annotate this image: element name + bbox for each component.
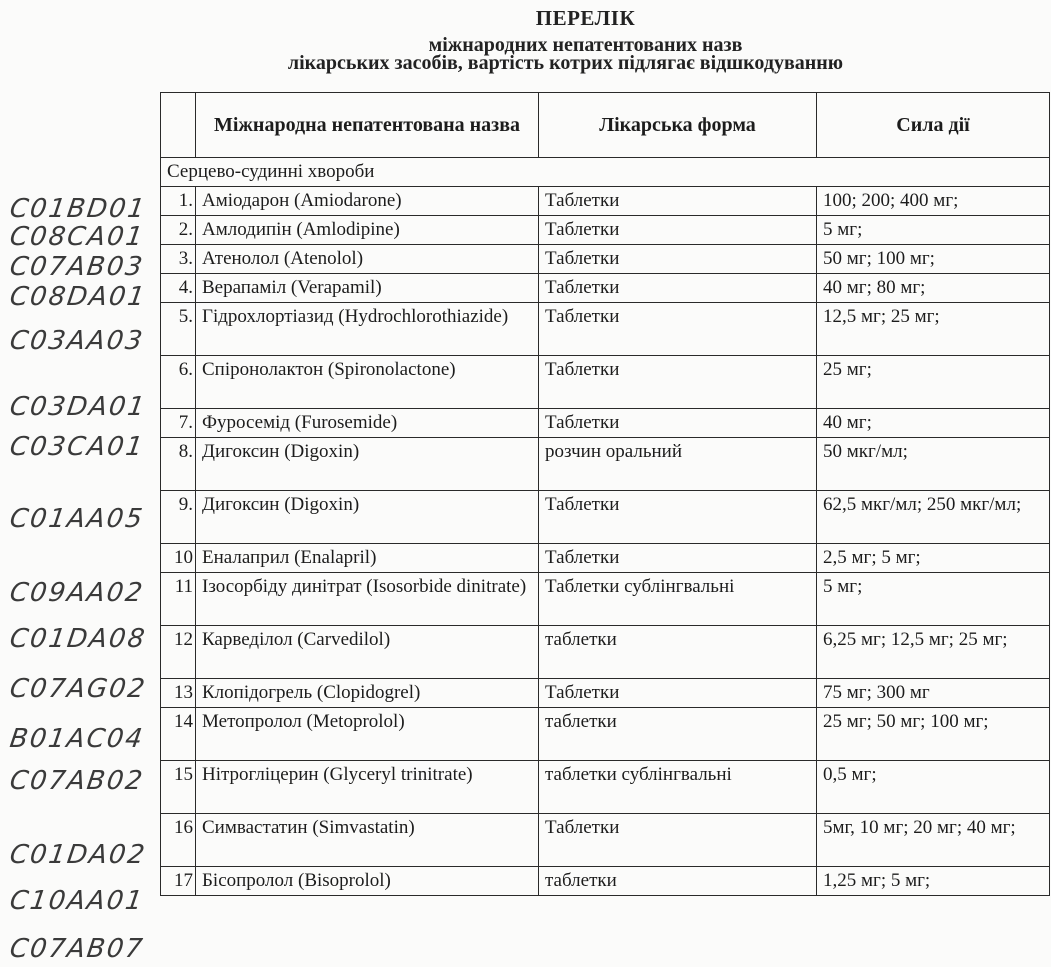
- drug-table: [160, 92, 1050, 896]
- row-dose: 2,5 мг; 5 мг;: [817, 544, 1050, 573]
- table-row: [161, 303, 1050, 356]
- table-row: [161, 187, 1050, 216]
- row-dose: 40 мг; 80 мг;: [817, 274, 1050, 303]
- row-name: Аміодарон (Amiodarone): [196, 187, 539, 216]
- row-form: Таблетки: [539, 679, 817, 708]
- row-form: Таблетки сублінгвальні: [539, 573, 817, 626]
- table-row: [161, 216, 1050, 245]
- row-form: Таблетки: [539, 274, 817, 303]
- table-row: [161, 544, 1050, 573]
- row-name: Метопролол (Metoprolol): [196, 708, 539, 761]
- row-form: таблетки: [539, 708, 817, 761]
- table-row: [161, 679, 1050, 708]
- row-name: Еналаприл (Enalapril): [196, 544, 539, 573]
- handwritten-code: C08DA01: [7, 282, 149, 312]
- row-dose: 5мг, 10 мг; 20 мг; 40 мг;: [817, 814, 1050, 867]
- row-name: Дигоксин (Digoxin): [196, 438, 539, 491]
- row-name: Фуросемід (Furosemide): [196, 409, 539, 438]
- table-row: [161, 867, 1050, 896]
- row-num: 14: [161, 708, 196, 761]
- table-row: [161, 491, 1050, 544]
- row-form: розчин оральний: [539, 438, 817, 491]
- row-dose: 100; 200; 400 мг;: [817, 187, 1050, 216]
- table-row: [161, 409, 1050, 438]
- row-dose: 25 мг; 50 мг; 100 мг;: [817, 708, 1050, 761]
- row-name: Нітрогліцерин (Glyceryl trinitrate): [196, 761, 539, 814]
- row-dose: 5 мг;: [817, 573, 1050, 626]
- row-dose: 25 мг;: [817, 356, 1050, 409]
- row-dose: 40 мг;: [817, 409, 1050, 438]
- header-name: Міжнародна непатентована назва: [196, 93, 539, 158]
- row-num: 9.: [161, 491, 196, 544]
- document-subtitle-1: міжнародних непатентованих назв: [428, 34, 743, 56]
- row-num: 3.: [161, 245, 196, 274]
- row-name: Ізосорбіду динітрат (Isosorbide dinitrate): [196, 573, 539, 626]
- row-num: 16: [161, 814, 196, 867]
- row-form: Таблетки: [539, 216, 817, 245]
- handwritten-code: C08CA01: [7, 222, 147, 252]
- handwritten-code: C03AA03: [7, 326, 147, 356]
- row-num: 11: [161, 573, 196, 626]
- row-name: Дигоксин (Digoxin): [196, 491, 539, 544]
- row-dose: 6,25 мг; 12,5 мг; 25 мг;: [817, 626, 1050, 679]
- row-num: 6.: [161, 356, 196, 409]
- row-form: таблетки сублінгвальні: [539, 761, 817, 814]
- handwritten-code: C07AB03: [7, 252, 147, 282]
- handwritten-code: C03CA01: [7, 432, 147, 462]
- row-num: 15: [161, 761, 196, 814]
- table-row: [161, 356, 1050, 409]
- row-num: 2.: [161, 216, 196, 245]
- handwritten-code: C03DA01: [7, 392, 149, 422]
- row-num: 4.: [161, 274, 196, 303]
- handwritten-code: C01DA08: [7, 624, 149, 654]
- section-row: [161, 158, 1050, 187]
- row-dose: 0,5 мг;: [817, 761, 1050, 814]
- row-dose: 62,5 мкг/мл; 250 мкг/мл;: [817, 491, 1050, 544]
- header-dose: Сила дії: [817, 93, 1050, 158]
- handwritten-codes: [0, 0, 165, 967]
- handwritten-code: C01AA05: [7, 504, 147, 534]
- document-subtitle-2: лікарських засобів, вартість котрих підлягає відшкодуванню: [287, 52, 844, 74]
- section-title: Серцево-судинні хвороби: [161, 158, 1050, 187]
- row-dose: 1,25 мг; 5 мг;: [817, 867, 1050, 896]
- header-form: Лікарська форма: [539, 93, 817, 158]
- table-row: [161, 245, 1050, 274]
- row-form: Таблетки: [539, 356, 817, 409]
- row-form: Таблетки: [539, 187, 817, 216]
- row-form: Таблетки: [539, 814, 817, 867]
- table-row: [161, 274, 1050, 303]
- handwritten-code: B01AC04: [7, 724, 147, 754]
- handwritten-code: C07AB02: [7, 766, 147, 796]
- row-name: Карведілол (Carvedilol): [196, 626, 539, 679]
- row-name: Атенолол (Atenolol): [196, 245, 539, 274]
- row-form: Таблетки: [539, 544, 817, 573]
- row-form: Таблетки: [539, 409, 817, 438]
- row-name: Клопідогрель (Clopidogrel): [196, 679, 539, 708]
- row-dose: 50 мг; 100 мг;: [817, 245, 1050, 274]
- row-num: 1.: [161, 187, 196, 216]
- row-dose: 12,5 мг; 25 мг;: [817, 303, 1050, 356]
- row-num: 17: [161, 867, 196, 896]
- row-num: 13: [161, 679, 196, 708]
- row-form: таблетки: [539, 626, 817, 679]
- row-name: Симвастатин (Simvastatin): [196, 814, 539, 867]
- table-row: [161, 814, 1050, 867]
- handwritten-code: C07AG02: [7, 674, 149, 704]
- table-row: [161, 708, 1050, 761]
- row-num: 7.: [161, 409, 196, 438]
- row-form: Таблетки: [539, 491, 817, 544]
- row-name: Гідрохлортіазид (Hydrochlorothiazide): [196, 303, 539, 356]
- handwritten-code: C01BD01: [7, 194, 149, 224]
- row-dose: 5 мг;: [817, 216, 1050, 245]
- row-num: 5.: [161, 303, 196, 356]
- row-name: Спіронолактон (Spironolactone): [196, 356, 539, 409]
- handwritten-code: C07AB07: [7, 934, 147, 964]
- handwritten-code: C01DA02: [7, 840, 149, 870]
- table-header-row: [161, 93, 1050, 158]
- row-name: Бісопролол (Bisoprolol): [196, 867, 539, 896]
- handwritten-code: C09AA02: [7, 578, 147, 608]
- table-row: [161, 573, 1050, 626]
- row-num: 10: [161, 544, 196, 573]
- row-name: Верапаміл (Verapamil): [196, 274, 539, 303]
- row-dose: 50 мкг/мл;: [817, 438, 1050, 491]
- row-form: Таблетки: [539, 303, 817, 356]
- table-row: [161, 626, 1050, 679]
- table-row: [161, 761, 1050, 814]
- document-title: ПЕРЕЛІК: [535, 6, 636, 30]
- row-dose: 75 мг; 300 мг: [817, 679, 1050, 708]
- table-row: [161, 438, 1050, 491]
- row-form: таблетки: [539, 867, 817, 896]
- handwritten-code: C10AA01: [7, 886, 147, 916]
- row-form: Таблетки: [539, 245, 817, 274]
- row-name: Амлодипін (Amlodipine): [196, 216, 539, 245]
- row-num: 8.: [161, 438, 196, 491]
- header-num: [161, 93, 196, 158]
- row-num: 12: [161, 626, 196, 679]
